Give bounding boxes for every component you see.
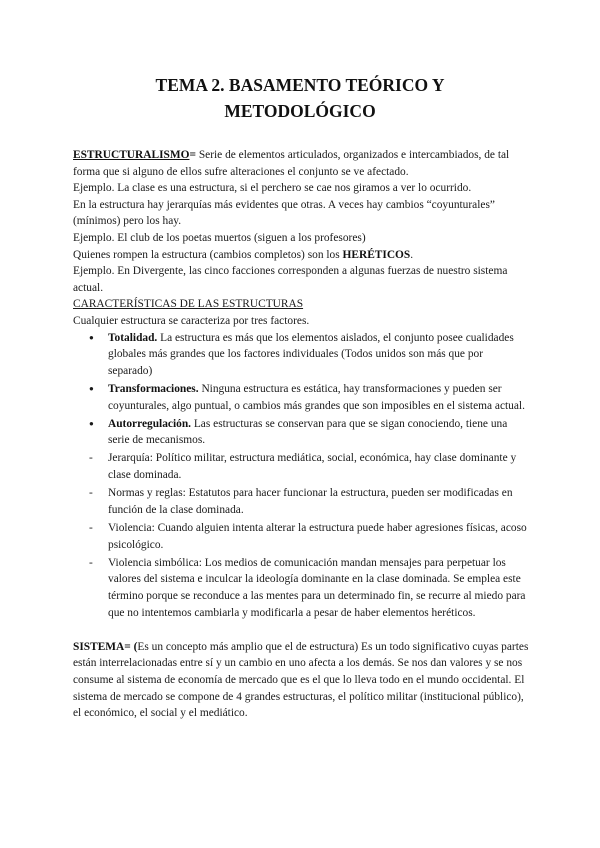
page-title [0, 72, 600, 124]
list-item: - Violencia: Cuando alguien intenta alterar la estructura puede haber agresiones físicas, acoso psicológico. [73, 520, 529, 553]
example-club: Ejemplo. El club de los poetas muertos (siguen a los profesores) [73, 231, 366, 244]
caracteristicas-intro: Cualquier estructura se caracteriza por tres factores. [73, 314, 310, 327]
sistema-definition [73, 639, 529, 722]
example-clase: Ejemplo. La clase es una estructura, si el perchero se cae nos giramos a ver lo ocurrido. [73, 182, 472, 195]
hereticos-pre: Quienes rompen la estructura (cambios completos) son los [73, 248, 343, 261]
mechanisms-list [73, 450, 529, 621]
estructuralismo-equals: = [189, 149, 196, 161]
factor-text: Ninguna estructura es estática, hay transformaciones y pueden ser coyunturales, algo puntual, o cambios más grandes que son imposibles en el sistema actual. [108, 382, 525, 412]
caracteristicas-heading: CARACTERÍSTICAS DE LAS ESTRUCTURAS [73, 298, 304, 311]
list-item: - Jerarquía: Político militar, estructura mediática, social, económica, hay clase dominante y clase dominada. [73, 450, 529, 483]
hereticos-term: HERÉTICOS [342, 248, 411, 261]
list-item [73, 381, 529, 414]
hereticos-line [73, 247, 529, 264]
estructuralismo-text: Serie de elementos articulados, organizados e intercambiados, de tal forma que si alguno de ellos sufre alteraciones el conjunto se ve afectado. [73, 149, 510, 178]
list-item: - Violencia simbólica: Los medios de comunicación mandan mensajes para perpetuar los valores del sistema e inculcar la ideología dominante en la clase dominada. Se emplea este término porque se reconduce a las mentes para un determinado fin, se recurre al miedo para que no intentemos cambiarla y modificarla a pesar de haber elementos heréticos. [73, 555, 529, 621]
factors-list [73, 330, 529, 449]
document-body [73, 147, 529, 722]
list-item [73, 416, 529, 449]
estructuralismo-term: ESTRUCTURALISMO [73, 149, 190, 161]
sistema-term: SISTEMA= ( [73, 640, 138, 653]
estructuralismo-definition [73, 147, 529, 180]
factor-term: Totalidad. [108, 331, 158, 344]
factor-term: Autorregulación. [108, 417, 191, 430]
jerarquias-text: En la estructura hay jerarquías más evidentes que otras. A veces hay cambios “coyunturales” (mínimos) pero los hay. [73, 198, 495, 228]
factor-term: Transformaciones. [108, 382, 199, 395]
factor-text: La estructura es más que los elementos aislados, el conjunto posee cualidades globales más grandes que los factores individuales (Todos unidos son más que por separado) [108, 331, 514, 377]
list-item: - Normas y reglas: Estatutos para hacer funcionar la estructura, pueden ser modificadas en función de la clase dominada. [73, 485, 529, 518]
list-item [73, 330, 529, 380]
example-divergente: Ejemplo. En Divergente, las cinco facciones corresponden a algunas fuerzas de nuestro sistema actual. [73, 265, 508, 294]
spacer [73, 623, 529, 639]
factor-text: Las estructuras se conservan para que se sigan conociendo, tiene una serie de mecanismos. [108, 417, 508, 447]
title-line-2: METODOLÓGICO [224, 101, 376, 121]
title-line-1: TEMA 2. BASAMENTO TEÓRICO Y [155, 75, 445, 95]
sistema-text: Es un concepto más amplio que el de estructura) Es un todo significativo cuyas partes están interrelacionadas entre sí y un cambio en uno afecta a los demás. Se nos dan valores y se nos consume al sistema de economía de mercado que es el que lo lleva todo en el mundo occidental. El sistema de mercado se compone de 4 grandes estructuras, el político militar (institucional público), el económico, el social y el mediático. [73, 640, 529, 720]
hereticos-post: . [410, 248, 414, 261]
